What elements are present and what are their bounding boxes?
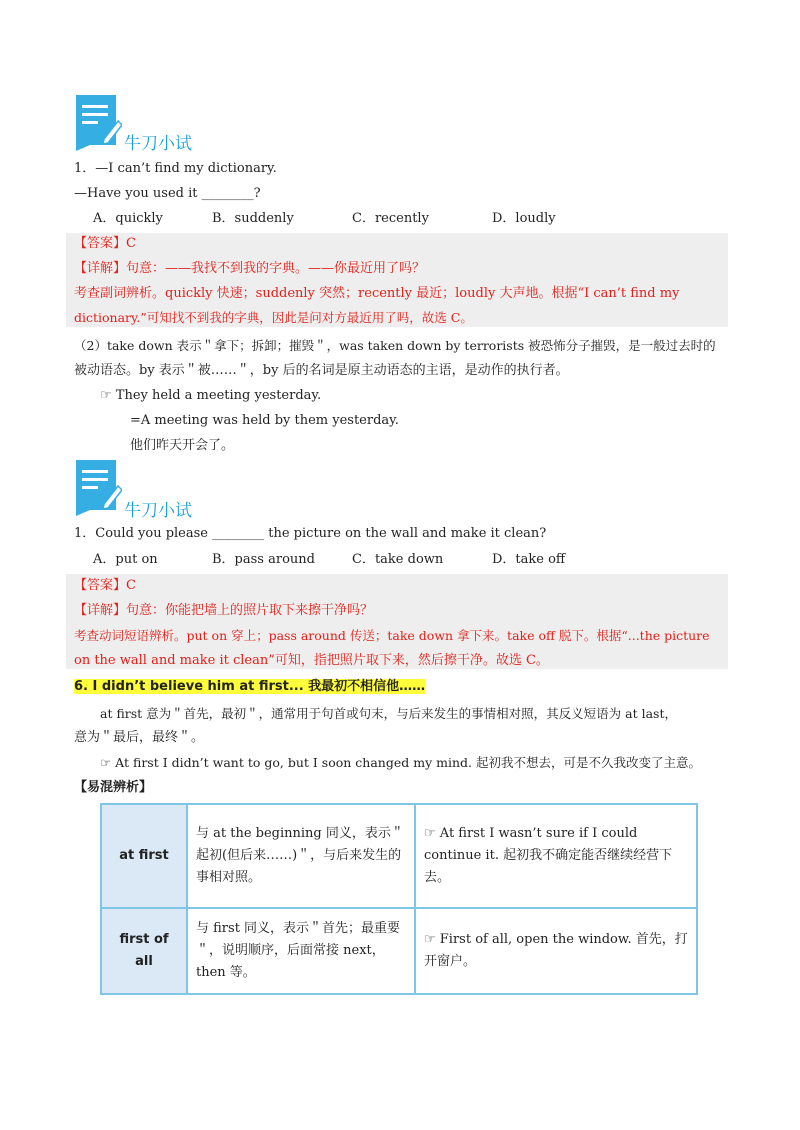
answer-line: 【答案】C	[74, 578, 136, 593]
example-cell: ☞ At first I wasn’t sure if I could continue it. 起初我不确定能否继续经营下去。	[415, 804, 697, 908]
option-d: D．take off	[492, 552, 566, 567]
detail-line: 考查动词短语辨析。put on 穿上；pass around 传送；take down 拿下来。take off 脱下。根据“...the picture	[74, 628, 710, 643]
meaning-cell: 与 at the beginning 同义，表示＂起初(但后来……)＂，与后来发生的事相对照。	[187, 804, 415, 908]
point-line: 意为＂最后，最终＂。	[74, 730, 205, 745]
answer-block	[66, 574, 728, 669]
point-title-text: 6. I didn’t believe him at first... 我最初不相信他……	[74, 679, 426, 694]
term-cell: first of all	[101, 908, 187, 994]
option-b: B．suddenly	[212, 211, 294, 226]
option-c: C．recently	[352, 211, 429, 226]
section-title: 牛刀小试	[124, 134, 192, 154]
question-line: 1．—I can’t find my dictionary.	[74, 161, 277, 176]
table-row	[101, 908, 697, 994]
option-a: A．put on	[93, 552, 158, 567]
detail-line: dictionary.”可知找不到我的字典，因此是问对方最近用了吗，故选 C。	[74, 310, 473, 325]
point-title	[74, 677, 425, 697]
note-line: （2）take down 表示＂拿下；拆卸；摧毁＂，was taken down by terrorists 被恐怖分子摧毁，是一般过去时的	[74, 338, 716, 353]
option-b: B．pass around	[212, 552, 315, 567]
detail-line: 【详解】句意：你能把墙上的照片取下来擦干净吗？	[74, 603, 374, 618]
question-line: 1．Could you please ________ the picture on the wall and make it clean?	[74, 526, 547, 541]
answer-line: 【答案】C	[74, 236, 136, 251]
question-line: —Have you used it ________?	[74, 186, 261, 201]
detail-line: 考查副词辨析。quickly 快速；suddenly 突然；recently 最近；loudly 大声地。根据“I can’t find my	[74, 286, 680, 301]
example-line: ☞ They held a meeting yesterday.	[100, 388, 322, 403]
point-line: at first 意为＂首先，最初＂，通常用于句首或句末，与后来发生的事情相对照，其反义短语为 at last，	[100, 706, 677, 721]
detail-line: on the wall and make it clean”可知，指把照片取下来，然后擦干净。故选 C。	[74, 653, 549, 668]
example-cell: ☞ First of all, open the window. 首先，打开窗户。	[415, 908, 697, 994]
answer-block	[66, 233, 728, 327]
term-cell: at first	[101, 804, 187, 908]
note-pencil-icon	[74, 95, 122, 151]
compare-label: 【易混辨析】	[74, 780, 153, 795]
note-pencil-icon	[74, 460, 122, 516]
detail-line: 【详解】句意：——我找不到我的字典。——你最近用了吗？	[74, 261, 426, 276]
option-c: C．take down	[352, 552, 444, 567]
section-title: 牛刀小试	[124, 501, 192, 521]
option-a: A．quickly	[93, 211, 163, 226]
option-d: D．loudly	[492, 211, 556, 226]
point-example: ☞ At first I didn’t want to go, but I soon changed my mind. 起初我不想去，可是不久我改变了主意。	[100, 755, 701, 770]
section-heading-1	[74, 95, 234, 155]
note-line: 被动语态。by 表示＂被……＂，by 后的名词是原主动语态的主语，是动作的执行者。	[74, 363, 569, 378]
example-line: 他们昨天开会了。	[130, 438, 235, 453]
compare-table	[100, 803, 698, 995]
section-heading-2	[74, 460, 234, 520]
meaning-cell: 与 first 同义，表示＂首先；最重要＂，说明顺序，后面常接 next，then 等。	[187, 908, 415, 994]
table-row	[101, 804, 697, 908]
example-line: =A meeting was held by them yesterday.	[130, 413, 399, 428]
